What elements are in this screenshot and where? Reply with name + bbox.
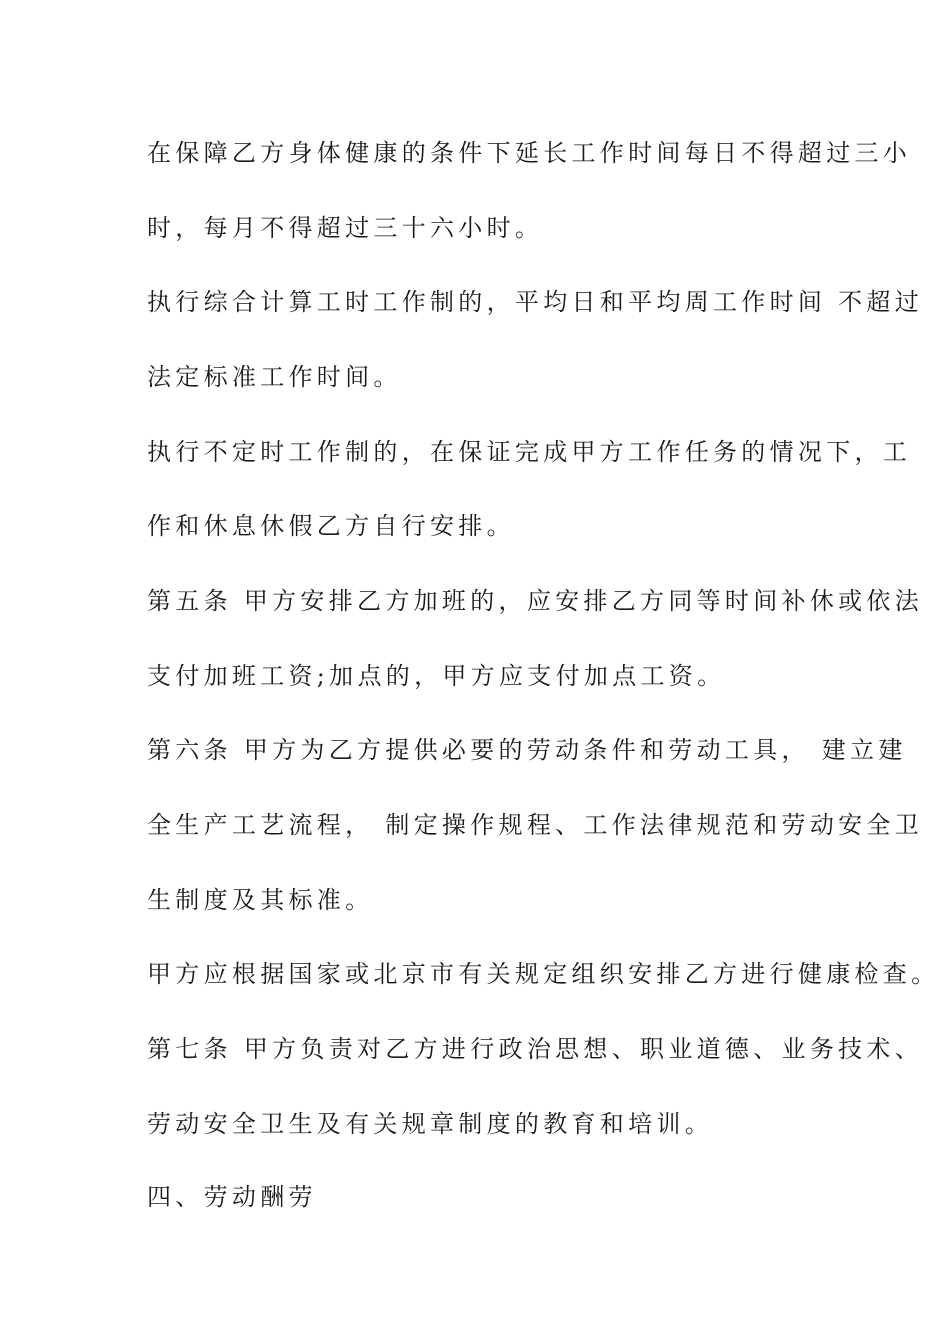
- text-line: 时，每月不得超过三十六小时。: [147, 214, 544, 242]
- text-line: 支付加班工资;加点的，甲方应支付加点工资。: [147, 662, 726, 690]
- text-line: 全生产工艺流程， 制定操作规程、工作法律规范和劳动安全卫: [147, 811, 924, 839]
- text-line: 生制度及其标准。: [147, 886, 374, 914]
- text-line: 执行不定时工作制的，在保证完成甲方工作任务的情况下，工: [147, 438, 912, 466]
- text-line: 执行综合计算工时工作制的，平均日和平均周工作时间 不超过: [147, 288, 924, 316]
- text-line: 劳动安全卫生及有关规章制度的教育和培训。: [147, 1110, 713, 1138]
- text-line: 第七条 甲方负责对乙方进行政治思想、职业道德、业务技术、: [147, 1035, 924, 1063]
- text-line: 第五条 甲方安排乙方加班的，应安排乙方同等时间补休或依法: [147, 587, 924, 615]
- text-line: 在保障乙方身体健康的条件下延长工作时间每日不得超过三小: [147, 139, 912, 167]
- text-line: 作和休息休假乙方自行安排。: [147, 512, 515, 540]
- text-line: 甲方应根据国家或北京市有关规定组织安排乙方进行健康检查。: [147, 960, 940, 988]
- section-heading: 四、劳动酬劳: [147, 1183, 317, 1211]
- text-line: 法定标准工作时间。: [147, 363, 402, 391]
- text-line: 第六条 甲方为乙方提供必要的劳动条件和劳动工具， 建立建: [147, 736, 907, 764]
